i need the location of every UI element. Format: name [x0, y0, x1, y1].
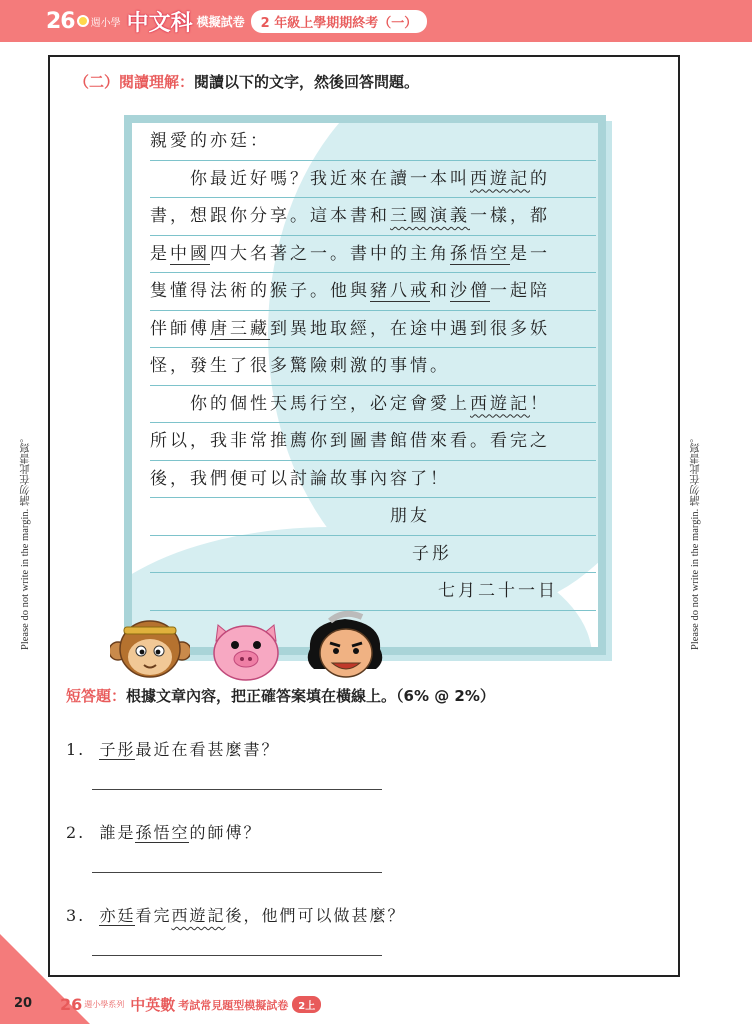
letter-line: 所以，我非常推薦你到圖書館借來看。看完之	[150, 423, 596, 461]
series-title: 模擬試卷	[196, 14, 245, 29]
logo-dot-icon	[77, 15, 89, 27]
book-title: 西遊記	[171, 906, 226, 925]
letter-card	[124, 115, 606, 655]
footer-subject: 中英數	[130, 996, 176, 1014]
proper-noun: 中國	[170, 243, 210, 264]
header-logo	[46, 4, 427, 38]
answer-line-2[interactable]	[92, 872, 382, 873]
proper-noun: 豬八戒	[370, 281, 430, 301]
letter-line: 怪，發生了很多驚險刺激的事情。	[150, 348, 596, 386]
margin-note-english: Please do not write in the margin.	[690, 508, 701, 650]
subject-title: 中文科	[126, 10, 193, 36]
letter-line: 伴師傅唐三藏到異地取經，在途中遇到很多妖	[150, 311, 596, 349]
proper-noun: 亦廷	[99, 906, 136, 925]
page-number: 20	[14, 996, 33, 1011]
proper-noun: 子彤	[99, 740, 136, 759]
letter-line: 後，我們便可以討論故事內容了！	[150, 461, 596, 499]
proper-noun: 孫悟空	[450, 243, 510, 264]
letter-lines	[150, 123, 596, 611]
margin-note-chinese: 請勿在此書寫。	[690, 432, 701, 507]
section-tag: （二）閱讀理解：	[74, 73, 195, 91]
footer-logo-number: 26	[60, 995, 83, 1014]
pig-icon	[206, 615, 286, 683]
question-1: 1. 子彤最近在看甚麼書？	[66, 740, 280, 759]
logo-number: 26	[46, 8, 75, 34]
question-2: 2. 誰是孫悟空的師傅？	[66, 823, 262, 842]
grade-pill: 2 年級上學期期終考（一）	[251, 10, 428, 33]
top-banner	[0, 0, 752, 42]
answer-line-3[interactable]	[92, 955, 382, 956]
short-answer-tag: 短答題：	[66, 687, 127, 705]
letter-greeting: 親愛的亦廷：	[150, 123, 596, 161]
answer-line-1[interactable]	[92, 789, 382, 790]
letter-line: 書，想跟你分享。這本書和三國演義一樣，都	[150, 198, 596, 236]
letter-line: 你的個性天馬行空，必定會愛上西遊記！	[150, 386, 596, 424]
footer-grade: 2上	[292, 996, 321, 1013]
footer-logo-small: 週小學系列	[84, 1000, 125, 1009]
book-title: 西遊記	[470, 393, 530, 414]
book-title: 三國演義	[390, 206, 470, 226]
letter-line: 隻懂得法術的猴子。他與豬八戒和沙僧一起陪	[150, 273, 596, 311]
letter-signature: 子彤	[150, 536, 596, 574]
exam-frame	[48, 55, 680, 977]
short-answer-instruction: 根據文章內容，把正確答案填在橫線上。（6% @ 2%）	[126, 687, 495, 705]
proper-noun: 沙僧	[450, 281, 490, 301]
proper-noun: 孫悟空	[135, 823, 190, 842]
book-title: 西遊記	[470, 168, 530, 189]
cartoon-characters	[110, 609, 410, 689]
margin-note-left	[18, 380, 38, 650]
logo-small-text: 週小學	[90, 17, 121, 29]
letter-line: 是中國四大名著之一。書中的主角孫悟空是一	[150, 236, 596, 274]
letter-closing: 朋友	[150, 498, 596, 536]
monkey-icon	[110, 613, 190, 683]
proper-noun: 唐三藏	[210, 318, 270, 339]
question-3: 3. 亦廷看完西遊記後，他們可以做甚麼？	[66, 906, 406, 925]
letter-date: 七月二十一日	[150, 573, 596, 611]
section-title	[74, 71, 419, 92]
margin-note-chinese: 請勿在此書寫。	[20, 432, 31, 507]
footer-series	[60, 994, 321, 1015]
short-answer-title	[66, 685, 495, 706]
letter-line: 你最近好嗎？我近來在讀一本叫西遊記的	[150, 161, 596, 199]
section-instruction: 閱讀以下的文字，然後回答問題。	[194, 73, 420, 91]
margin-note-right	[688, 380, 708, 650]
margin-note-english: Please do not write in the margin.	[20, 508, 31, 650]
monk-sandy-icon	[300, 609, 390, 685]
footer-series-title: 考試常見題型模擬試卷	[178, 998, 289, 1012]
